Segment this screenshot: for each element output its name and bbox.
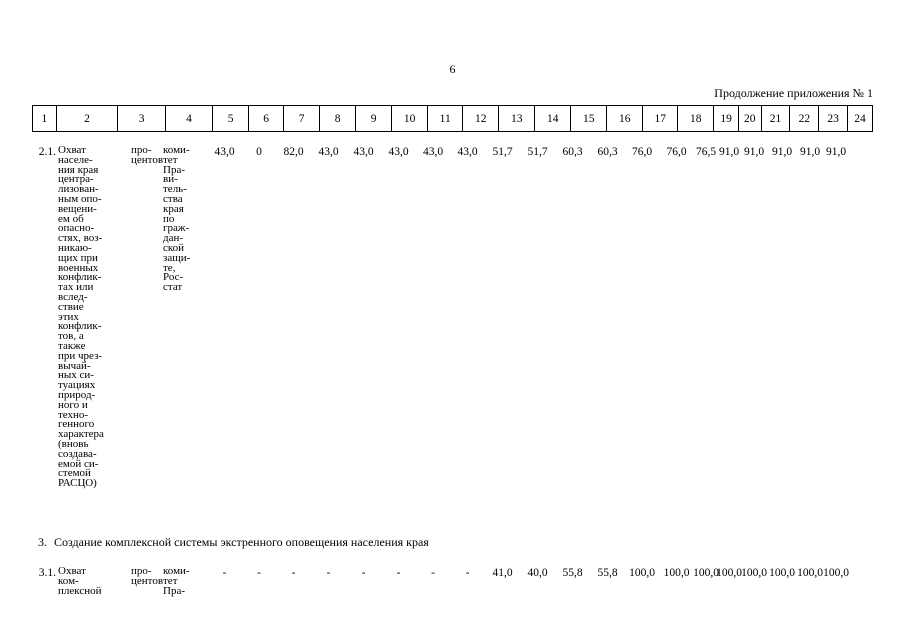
year-value: 40,0 [527,567,548,579]
text-line: конфлик- [58,320,102,333]
year-value: 100,0 [823,567,849,579]
column-number-13: 13 [499,106,535,132]
text-line: центов [131,153,164,166]
year-value: - [431,567,435,579]
text-line: РАСЦО) [58,477,97,490]
text-line: создава- [58,447,97,460]
text-line: военных [58,261,99,274]
year-value: 43,0 [214,146,235,158]
text-line: вычай- [58,359,91,372]
text-line: тель- [163,183,187,196]
column-number-23: 23 [819,106,848,132]
text-line: вещени- [58,202,97,215]
text-line: ви- [163,173,178,186]
year-value: 43,0 [422,146,444,158]
text-line: емой си- [58,457,99,470]
text-line: ствие [58,300,84,313]
text-line: Пра- [163,163,185,176]
section-number: 3. [38,535,47,549]
text-line: про- [131,144,152,156]
text-line: ным опо- [58,192,102,205]
text-line: граж- [163,222,190,235]
column-number-1: 1 [33,106,57,132]
text-line: вслед- [58,290,88,303]
text-line: центра- [58,173,94,186]
year-value: 51,7 [527,146,548,158]
text-line: Охват [58,565,86,577]
column-number-16: 16 [607,106,643,132]
text-line: конфлик- [58,271,102,284]
text-line: ного и [58,398,88,411]
year-value: 82,0 [283,146,304,158]
year-value: 41,0 [492,567,513,579]
text-line: ской [163,241,185,254]
year-value: 43,0 [457,146,478,158]
text-line: также [58,339,86,352]
data-source [163,146,203,293]
year-value: 76,5 [695,146,717,158]
text-line: тет [163,153,178,166]
year-value: - [257,567,261,579]
year-value: 91,0 [799,146,821,158]
year-value: - [465,567,470,579]
text-line: Рос- [163,271,184,284]
year-value: 100,0 [797,567,823,579]
continuation-label: Продолжение приложения № 1 [714,86,873,100]
column-number-4: 4 [165,106,212,132]
text-line: Пра- [163,584,185,597]
text-line: плексной [58,584,102,597]
text-line: Охват [58,144,86,156]
text-line: ния края [58,163,99,176]
year-value: 60,3 [562,146,583,158]
column-number-14: 14 [535,106,571,132]
text-line: защи- [163,251,191,264]
column-number-18: 18 [678,106,714,132]
text-line: про- [131,565,152,577]
column-number-20: 20 [738,106,761,132]
year-value: - [222,567,227,579]
section-3-title [38,535,429,550]
column-number-11: 11 [428,106,463,132]
column-number-22: 22 [790,106,819,132]
column-number-12: 12 [463,106,499,132]
text-line: характера [58,428,104,441]
column-number-10: 10 [392,106,428,132]
year-value: 43,0 [318,146,339,158]
text-line: края [163,202,184,215]
text-line: ства [163,192,183,205]
column-number-7: 7 [284,106,320,132]
text-line: опасно- [58,222,95,235]
text-line: ком- [58,574,79,587]
year-value: 43,0 [353,146,374,158]
text-line: по [163,212,175,225]
year-value: 91,0 [825,146,847,158]
text-line: стях, воз- [58,232,103,245]
year-value: 76,0 [631,146,653,158]
year-value: 100,0 [716,567,742,579]
indicator-name [58,146,142,489]
year-value: - [361,567,366,579]
year-value: 55,8 [597,567,618,579]
column-number-6: 6 [249,106,284,132]
year-value: 100,0 [663,567,690,579]
year-value: - [396,567,401,579]
year-value: 100,0 [741,567,767,579]
text-line: туациях [58,379,96,392]
text-line: ем об [58,212,84,225]
year-value: 60,3 [597,146,618,158]
year-value: 100,0 [629,567,655,579]
column-number-9: 9 [356,106,392,132]
section-title-text: Создание комплексной системы экстренного оповещения населения края [54,535,429,549]
text-line: центов [131,574,164,587]
year-value: 0 [256,146,262,158]
text-line: населе- [58,153,93,166]
year-value: 76,0 [666,146,687,158]
year-value: 91,0 [718,146,740,158]
text-line: при чрез- [58,349,103,362]
text-line: дан- [163,232,184,245]
year-value: 100,0 [769,567,795,579]
text-line: тов, а [58,330,84,343]
year-value: 100,0 [693,567,719,579]
data-source [163,567,203,596]
column-number-17: 17 [643,106,678,132]
row-number: 3.1. [38,567,56,579]
text-line: (вновь [58,437,89,450]
text-line: коми- [163,565,190,577]
column-number-15: 15 [571,106,607,132]
column-number-8: 8 [320,106,356,132]
column-number-2: 2 [56,106,118,132]
text-line: стат [163,281,183,294]
text-line: тет [163,574,178,587]
year-value: 91,0 [771,146,793,158]
year-value: - [326,567,331,579]
text-line: ных си- [58,369,94,382]
text-line: коми- [163,144,190,156]
text-line: лизован- [58,183,99,196]
text-line: щих при [58,251,98,264]
text-line: те, [163,261,176,274]
text-line: никаю- [58,241,92,254]
text-line: этих [58,310,79,323]
page-number: 6 [449,62,456,76]
column-number-header [32,105,873,132]
year-value: 91,0 [743,146,765,158]
text-line: стемой [58,467,91,480]
column-number-24: 24 [848,106,873,132]
year-value: 55,8 [562,567,583,579]
year-value: 43,0 [388,146,409,158]
text-line: генного [58,418,95,431]
column-number-5: 5 [213,106,249,132]
column-number-19: 19 [714,106,739,132]
year-value: 51,7 [492,146,513,158]
row-number: 2.1. [38,146,56,158]
year-value: - [291,567,296,579]
text-line: техно- [58,408,89,421]
column-number-3: 3 [118,106,165,132]
indicator-name [58,567,142,596]
column-number-21: 21 [761,106,790,132]
text-line: тах или [58,281,94,294]
text-line: природ- [58,388,96,401]
